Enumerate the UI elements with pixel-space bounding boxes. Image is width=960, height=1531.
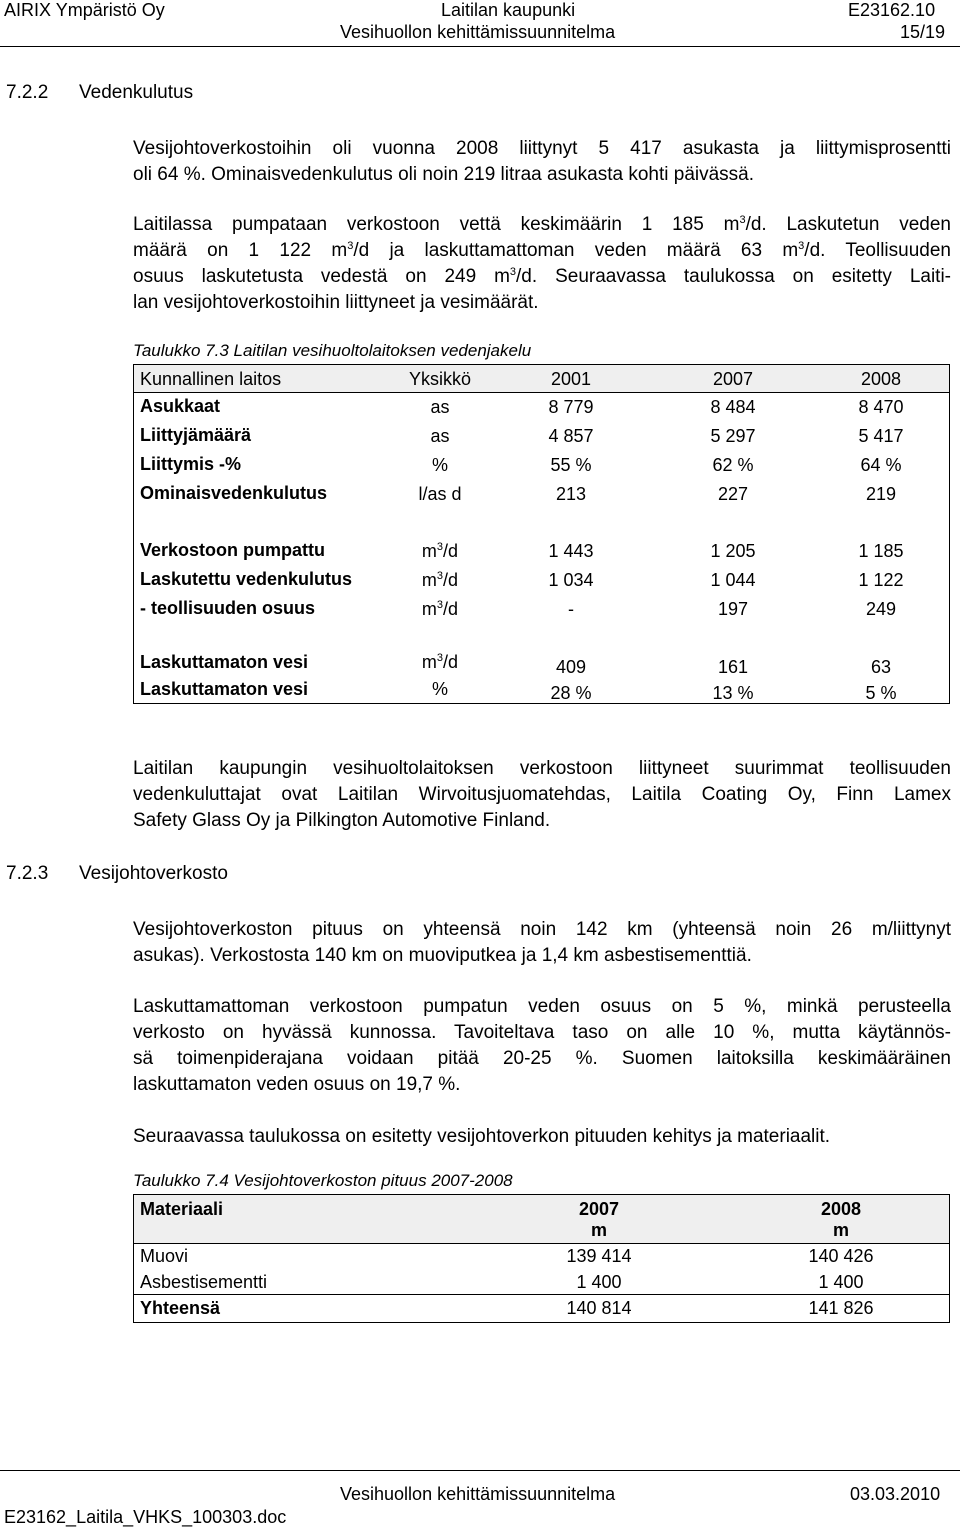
table-cell: 64 % — [860, 455, 902, 475]
table-cell: 1 205 — [710, 541, 756, 561]
table-row-label: Liittymis -% — [140, 454, 242, 474]
header-doc-title: Vesihuollon kehittämissuunnitelma — [340, 22, 616, 42]
table-header-cell: 2001 — [550, 369, 592, 389]
table-cell: 1 034 — [548, 570, 594, 590]
paragraph-line: Laitilan kaupungin vesihuoltolaitoksen verkostoon liittyneet suurimmat teollisuuden — [133, 758, 951, 779]
table-header-cell: Materiaali — [140, 1199, 224, 1219]
footer-doc-title: Vesihuollon kehittämissuunnitelma — [340, 1484, 616, 1504]
table-cell: - — [568, 599, 574, 619]
table-cell: 1 044 — [710, 570, 756, 590]
table-cell: $m^3/d$ — [421, 599, 459, 619]
table-cell: 13 % — [712, 683, 754, 703]
table-cell: 197 — [717, 599, 749, 619]
table-header-cell: Kunnallinen laitos — [140, 369, 282, 389]
paragraph-line: osuus laskutetusta vedestä on 249 $m^3/d$. Seuraavassa taulukossa on esitetty Laiti- — [133, 266, 951, 287]
table-header-cell: Yksikkö — [408, 369, 471, 389]
table-header-cell: 2008 — [820, 1199, 862, 1219]
table-cell: 1 185 — [858, 541, 904, 561]
table-row-label: Muovi — [140, 1246, 189, 1266]
paragraph-unbilled-water — [133, 994, 951, 1098]
section-723-number: 7.2.3 — [6, 863, 49, 884]
table-cell: 8 470 — [858, 397, 904, 417]
table-total-cell: 140 814 — [566, 1298, 632, 1318]
table-cell: % — [431, 679, 448, 699]
table-74 — [133, 1194, 950, 1323]
table-cell: 1 122 — [858, 570, 904, 590]
table-cell: 8 484 — [710, 397, 756, 417]
paragraph-line: määrä on 1 122 $m^3/d$ ja laskuttamattoman veden määrä 63 $m^3/d$. Teollisuuden — [133, 240, 951, 261]
table-row-label: Verkostoon pumpattu — [140, 540, 326, 560]
table-cell: 5 297 — [710, 426, 756, 446]
table-cell: 227 — [717, 484, 749, 504]
table-cell: l/as d — [418, 484, 462, 504]
paragraph-pumping — [133, 212, 951, 316]
table-cell: 249 — [865, 599, 897, 619]
paragraph-line: Vesijohtoverkoston pituus on yhteensä noin 142 km (yhteensä noin 26 m/liittynyt — [133, 919, 951, 940]
table-header-cell: 2007 — [578, 1199, 620, 1219]
footer-rule — [0, 1470, 960, 1471]
paragraph-line: asukas). Verkostosta 140 km on muoviputkea ja 1,4 km asbestisementtiä. — [133, 945, 752, 966]
table-cell: 8 779 — [548, 397, 594, 417]
paragraph-line: Laskuttamattoman verkostoon pumpatun veden osuus on 5 %, minkä perusteella — [133, 996, 951, 1017]
section-723-title: Vesijohtoverkosto — [79, 863, 228, 884]
table-cell: 1 400 — [818, 1272, 864, 1292]
table-row-label: Laskuttamaton vesi — [140, 679, 309, 699]
paragraph-line: lan vesijohtoverkostoihin liittyneet ja vesimäärät. — [133, 292, 539, 313]
table-cell: as — [430, 397, 450, 417]
paragraph-industrial-consumers — [133, 756, 951, 834]
table-cell: 1 443 — [548, 541, 594, 561]
table-cell: 409 — [555, 657, 587, 677]
paragraph-network-length — [133, 917, 951, 969]
table-cell: 63 — [870, 657, 892, 677]
table-total-divider — [134, 1294, 949, 1295]
table-header-cell: 2007 — [712, 369, 754, 389]
paragraph-line: vedenkuluttajat ovat Laitilan Wirvoitusjuomatehdas, Laitila Coating Oy, Finn Lamex — [133, 784, 951, 805]
table-cell: 139 414 — [566, 1246, 632, 1266]
table-cell: 28 % — [550, 683, 592, 703]
paragraph-line: verkosto on hyvässä kunnossa. Tavoiteltava taso on alle 10 %, mutta käytännös- — [133, 1022, 951, 1043]
header-page-number: 15/19 — [900, 22, 946, 42]
table-cell: 219 — [865, 484, 897, 504]
table-cell: 62 % — [712, 455, 754, 475]
table-cell: % — [431, 455, 448, 475]
table-74-caption: Taulukko 7.4 Vesijohtoverkoston pituus 2007-2008 — [133, 1171, 513, 1190]
table-cell: 5 % — [865, 683, 897, 703]
header-doc-code: E23162.10 — [848, 0, 936, 20]
table-total-cell: 141 826 — [808, 1298, 874, 1318]
table-cell: 55 % — [550, 455, 592, 475]
paragraph-table-intro: Seuraavassa taulukossa on esitetty vesijohtoverkon pituuden kehitys ja materiaalit. — [133, 1126, 831, 1147]
paragraph-line: Laitilassa pumpataan verkostoon vettä keskimäärin 1 185 $m^3/d$. Laskutetun veden — [133, 214, 951, 235]
table-header-unit: m — [832, 1220, 849, 1240]
table-header-cell: 2008 — [860, 369, 902, 389]
table-row-label: Laskuttamaton vesi — [140, 652, 309, 672]
footer-filename: E23162_Laitila_VHKS_100303.doc — [4, 1507, 287, 1527]
table-row-label: Asbestisementti — [140, 1272, 268, 1292]
table-73-caption: Taulukko 7.3 Laitilan vesihuoltolaitoksen vedenjakelu — [133, 341, 532, 360]
table-cell: $m^3/d$ — [421, 570, 459, 590]
header-rule — [0, 46, 960, 47]
table-cell: 140 426 — [808, 1246, 874, 1266]
table-cell: 1 400 — [576, 1272, 622, 1292]
section-722-title: Vedenkulutus — [79, 82, 194, 103]
table-row-label: Asukkaat — [140, 396, 221, 416]
paragraph-line: Safety Glass Oy ja Pilkington Automotive Finland. — [133, 810, 551, 831]
footer-date: 03.03.2010 — [850, 1484, 941, 1504]
table-cell: as — [430, 426, 450, 446]
table-row-label: - teollisuuden osuus — [140, 598, 316, 618]
table-row-label: Laskutettu vedenkulutus — [140, 569, 353, 589]
header-client: Laitilan kaupunki — [441, 0, 576, 20]
section-722-number: 7.2.2 — [6, 82, 49, 103]
header-company: AIRIX Ympäristö Oy — [4, 0, 165, 20]
paragraph-line: Vesijohtoverkostoihin oli vuonna 2008 liittynyt 5 417 asukasta ja liittymisprosentti — [133, 138, 951, 159]
paragraph-line: oli 64 %. Ominaisvedenkulutus oli noin 219 litraa asukasta kohti päivässä. — [133, 164, 755, 185]
paragraph-consumption — [133, 136, 951, 188]
table-header-unit: m — [590, 1220, 607, 1240]
table-cell: 213 — [555, 484, 587, 504]
table-73 — [133, 364, 950, 704]
table-cell: 4 857 — [548, 426, 594, 446]
table-row-label: Ominaisvedenkulutus — [140, 483, 328, 503]
table-row-label: Liittyjämäärä — [140, 425, 252, 445]
table-cell: $m^3/d$ — [421, 652, 459, 672]
paragraph-line: laskuttamaton veden osuus on 19,7 %. — [133, 1074, 461, 1095]
table-total-label: Yhteensä — [140, 1298, 221, 1318]
table-cell: 5 417 — [858, 426, 904, 446]
table-cell: $m^3/d$ — [421, 541, 459, 561]
paragraph-line: sä toimenpiderajana voidaan pitää 20-25 %. Suomen laitoksilla keskimääräinen — [133, 1048, 951, 1069]
table-cell: 161 — [717, 657, 749, 677]
